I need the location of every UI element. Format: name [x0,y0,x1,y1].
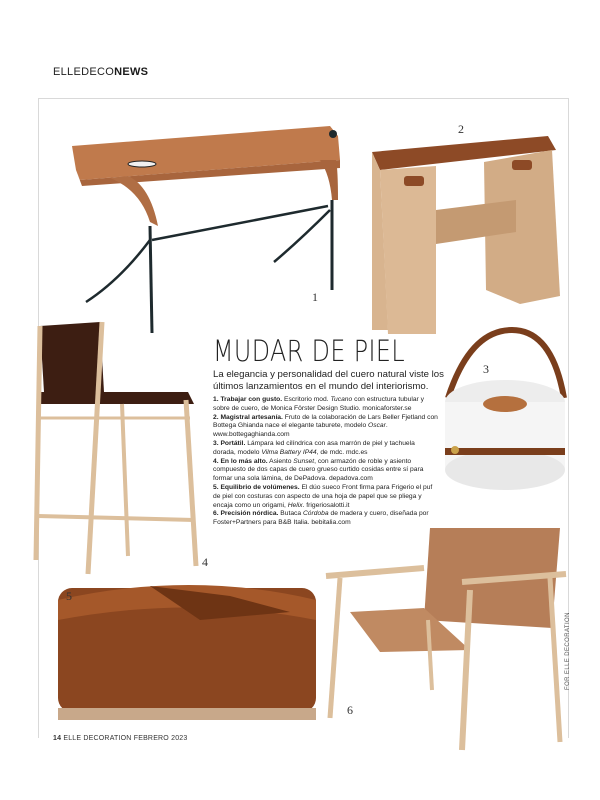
item-number-1: 1 [312,290,318,304]
article-lead: La elegancia y personalidad del cuero natural viste los últimos lanzamientos en el mundo del interiorismo. [213,369,444,392]
pouf-image [58,585,316,720]
section-name: NEWS [114,66,149,78]
magazine-name: ELLE DECORATION [63,735,132,742]
product-entry-6: 6. Precisión nórdica. Butaca Córdoba de madera y cuero, diseñada por Foster+Partners para B&B Italia. bebitalia.com [213,510,429,527]
item-number-3: 3 [483,362,489,376]
stool-image [372,136,560,334]
bar-stool-image [36,322,196,574]
item-number-2: 2 [458,122,464,136]
lamp-image [445,330,565,490]
desk-image [72,126,340,333]
product-list [213,396,439,528]
article-title: MUDAR DE PIEL [213,334,406,368]
page-number: 14 [53,735,62,742]
product-entry-1: 1. Trabajar con gusto. Escritorio mod. Tucano con estructura tubular y sobre de cuero, de Monica Förster Design Studio. monicaforster.se [213,396,424,412]
issue-date: FEBRERO 2023 [133,735,188,742]
brand-name: ELLEDECO [53,66,115,78]
product-entry-4: 4. En lo más alto. Asiento Sunset, con armazón de roble y asiento compuesto de dos capas de cuero grueso curtido cosidas entre sí para formar una sola lámina, de DePadova. depadova.com [213,457,424,483]
page-footer [53,735,187,742]
item-number-6: 6 [347,703,353,717]
product-entry-2: 2. Magistral artesanía. Fruto de la colaboración de Lars Beller Fjetland con Bottega Ghianda nace el elegante taburete, modelo Oscar. www.bottegaghianda.com [213,413,438,439]
product-entry-3: 3. Portátil. Lámpara led cilíndrica con asa marrón de piel y tachuela dorada, modelo Vilma Battery IP44, de mdc. mdc.es [213,439,415,456]
armchair-image [326,528,566,750]
item-number-4: 4 [202,555,208,569]
item-number-5: 5 [66,589,72,603]
product-entry-5: 5. Equilibrio de volúmenes. El dúo sueco Front firma para Frigerio el puf de piel con costuras con aspecto de una hoja de papel que se pliega y encaja como un origami, Helix. frigeriosalotti.it [213,483,433,509]
photo-credit: FOR ELLE DECORATION [565,612,571,690]
